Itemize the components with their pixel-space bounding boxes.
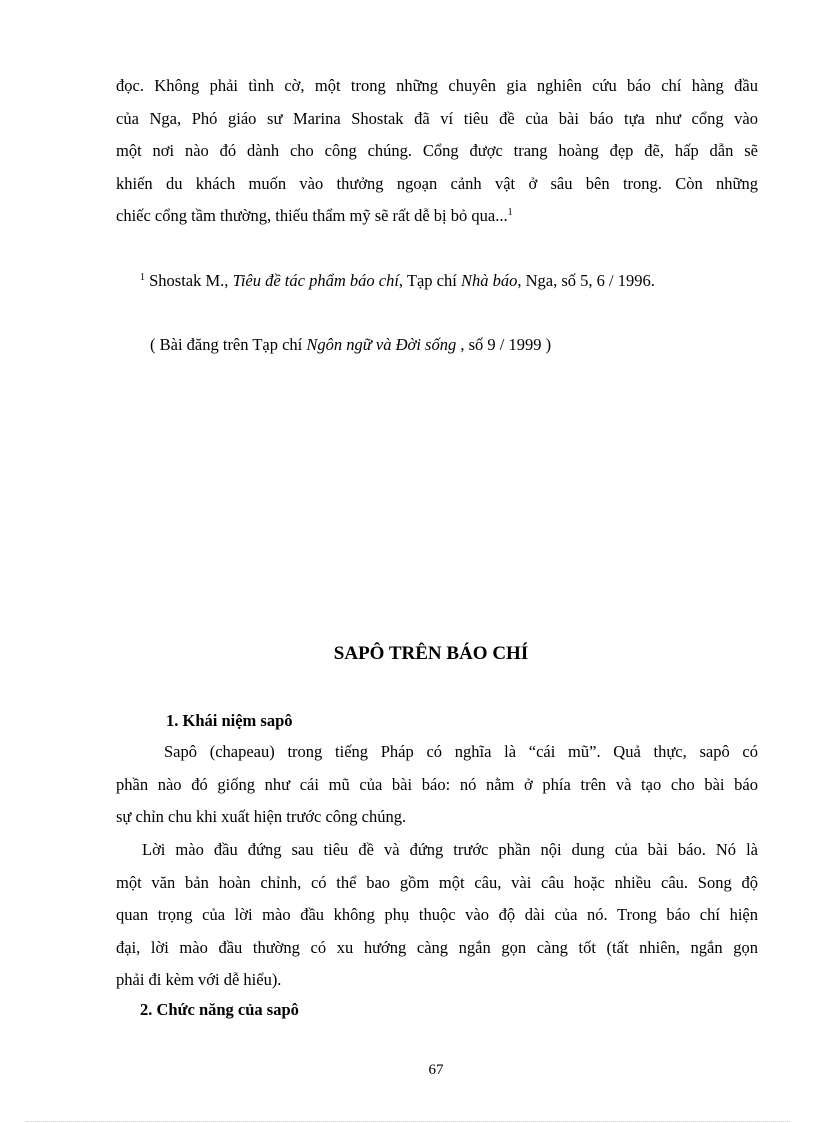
footnote-mark: 1 bbox=[140, 272, 145, 283]
section-heading: 2. Chức năng của sapô bbox=[140, 1000, 299, 1019]
text-line bbox=[116, 200, 758, 233]
text-line: của Nga, Phó giáo sư Marina Shostak đã ví tiêu đề của bài báo tựa như cổng vào bbox=[116, 108, 758, 128]
text-line: đọc. Không phải tình cờ, một trong những chuyên gia nghiên cứu báo chí hàng đầu bbox=[116, 76, 758, 95]
page-bottom-divider bbox=[26, 1121, 790, 1122]
text-line: khiến du khách muốn vào thưởng ngoạn cảnh vật ở sâu bên trong. Còn những bbox=[116, 173, 758, 193]
section1-paragraph2 bbox=[116, 834, 758, 997]
text-line: một nơi nào đó dành cho công chúng. Cổng được trang hoàng đẹp đẽ, hấp dẫn sẽ bbox=[116, 141, 758, 160]
footnote-journal: Nhà báo bbox=[460, 271, 518, 290]
text-line: quan trọng của lời mào đầu không phụ thuộc vào độ dài của nó. Trong báo chí hiện bbox=[116, 905, 758, 924]
publication-citation bbox=[150, 334, 551, 356]
intro-paragraph bbox=[116, 70, 758, 233]
text-line: Sapô (chapeau) trong tiếng Pháp có nghĩa là “cái mũ”. Quả thực, sapô có bbox=[164, 742, 758, 761]
footnote-text: , Nga, số 5, 6 / 1996. bbox=[517, 271, 655, 290]
footnote bbox=[140, 270, 655, 292]
text-line: phải đi kèm với dễ hiểu). bbox=[116, 970, 282, 989]
text-line: Lời mào đầu đứng sau tiêu đề và đứng trước phần nội dung của bài báo. Nó là bbox=[142, 840, 758, 859]
text-fragment: chiếc cổng tầm thường, thiếu thẩm mỹ sẽ rất dễ bị bỏ qua... bbox=[116, 206, 508, 225]
text-line: một văn bản hoàn chỉnh, có thể bao gồm một câu, vài câu hoặc nhiều câu. Song độ bbox=[116, 872, 758, 892]
footnote-author: Shostak M., bbox=[149, 271, 229, 290]
citation-journal: Ngôn ngữ và Đời sống bbox=[306, 335, 457, 354]
text-line: sự chỉn chu khi xuất hiện trước công chúng. bbox=[116, 807, 407, 826]
article-title: SAPÔ TRÊN BÁO CHÍ bbox=[333, 643, 529, 664]
section1-paragraph1 bbox=[116, 736, 758, 834]
footnote-work-title: Tiêu đề tác phẩm báo chí bbox=[232, 271, 399, 290]
text-line: phần nào đó giống như cái mũ của bài báo: nó nằm ở phía trên và tạo cho bài báo bbox=[116, 774, 758, 794]
section-heading: 1. Khái niệm sapô bbox=[166, 711, 293, 730]
page-number: 67 bbox=[428, 1062, 444, 1078]
footnote-reference[interactable]: 1 bbox=[507, 207, 513, 218]
footnote-text: , Tạp chí bbox=[398, 271, 457, 290]
citation-prefix: ( Bài đăng trên Tạp chí bbox=[150, 335, 303, 354]
text-line: đại, lời mào đầu thường có xu hướng càng ngắn gọn càng tốt (tất nhiên, ngắn gọn bbox=[116, 937, 758, 957]
citation-suffix: , số 9 / 1999 ) bbox=[460, 335, 552, 354]
